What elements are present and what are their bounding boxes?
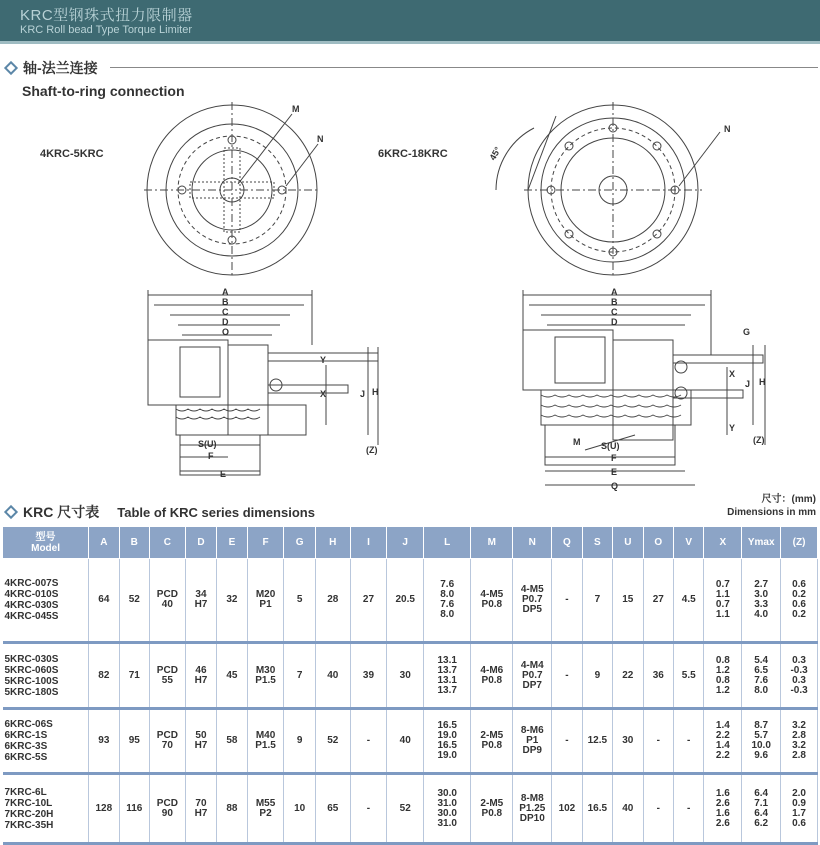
cell-n: 4-M4 P0.7 DP7 <box>513 643 552 709</box>
cell-d: 46 H7 <box>185 643 217 709</box>
dim-e-right: E <box>611 467 618 477</box>
left-model-label: 4KRC-5KRC <box>40 148 104 160</box>
cell-s: 16.5 <box>582 774 612 844</box>
column-header-a: A <box>89 527 119 559</box>
cell-u: 40 <box>613 774 643 844</box>
cell-a: 128 <box>89 774 119 844</box>
callout-n-right: N <box>724 124 731 134</box>
cell-q: 102 <box>552 774 582 844</box>
cell-q: - <box>552 559 582 643</box>
dim-d-right: D <box>611 317 618 327</box>
cell-c: PCD 90 <box>150 774 186 844</box>
right-front-view-drawing <box>480 100 740 290</box>
cell-l: 7.6 8.0 7.6 8.0 <box>424 559 471 643</box>
cell-s: 12.5 <box>582 709 612 774</box>
cell-m: 2-M5 P0.8 <box>471 709 513 774</box>
cell-g: 7 <box>284 643 316 709</box>
cell-x: 0.7 1.1 0.7 1.1 <box>704 559 742 643</box>
diamond-bullet-icon <box>4 505 18 519</box>
column-header-e: E <box>217 527 247 559</box>
column-header-i: I <box>350 527 387 559</box>
cell-d: 34 H7 <box>185 559 217 643</box>
dim-j-left: J <box>360 389 366 399</box>
diamond-bullet-icon <box>4 61 18 75</box>
cell-n: 8-M8 P1.25 DP10 <box>513 774 552 844</box>
cell-ymax: 5.4 6.5 7.6 8.0 <box>742 643 781 709</box>
cell-v: - <box>674 709 704 774</box>
cell-l: 13.1 13.7 13.1 13.7 <box>424 643 471 709</box>
cell-e: 32 <box>217 559 247 643</box>
dim-s-right: S(U) <box>601 441 620 451</box>
cell-c: PCD 55 <box>150 643 186 709</box>
header-title-en: KRC Roll bead Type Torque Limiter <box>20 24 193 36</box>
section1-subtitle: Shaft-to-ring connection <box>22 83 185 99</box>
cell-e: 58 <box>217 709 247 774</box>
column-header-l: L <box>424 527 471 559</box>
dim-g-right: G <box>743 327 751 337</box>
column-header-x: X <box>704 527 742 559</box>
cell-c: PCD 40 <box>150 559 186 643</box>
dim-e-left: E <box>220 469 227 479</box>
cell-x: 1.4 2.2 1.4 2.2 <box>704 709 742 774</box>
cell-z: 0.3 -0.3 0.3 -0.3 <box>781 643 818 709</box>
cell-s: 9 <box>582 643 612 709</box>
cell-q: - <box>552 643 582 709</box>
units-cn: 尺寸：(mm) <box>761 494 816 505</box>
cell-q: - <box>552 709 582 774</box>
cell-b: 116 <box>119 774 149 844</box>
cell-z: 2.0 0.9 1.7 0.6 <box>781 774 818 844</box>
dim-x-right: X <box>729 369 736 379</box>
dim-b-right: B <box>611 297 618 307</box>
cell-model: 6KRC-06S 6KRC-1S 6KRC-3S 6KRC-5S <box>3 709 89 774</box>
cell-a: 82 <box>89 643 119 709</box>
right-section-view-drawing <box>515 285 785 500</box>
header-title-cn: KRC型钢珠式扭力限制器 <box>20 7 193 24</box>
dimensions-table <box>2 526 818 845</box>
cell-m: 4-M6 P0.8 <box>471 643 513 709</box>
cell-b: 95 <box>119 709 149 774</box>
dim-h-left: H <box>372 387 379 397</box>
column-header-j: J <box>387 527 424 559</box>
table-row <box>3 559 818 643</box>
cell-j: 52 <box>387 774 424 844</box>
cell-m: 4-M5 P0.8 <box>471 559 513 643</box>
cell-z: 0.6 0.2 0.6 0.2 <box>781 559 818 643</box>
section1-heading <box>6 58 98 78</box>
cell-d: 70 H7 <box>185 774 217 844</box>
column-header-f: F <box>247 527 284 559</box>
left-section-view-drawing <box>140 285 390 490</box>
cell-l: 16.5 19.0 16.5 19.0 <box>424 709 471 774</box>
cell-f: M20 P1 <box>247 559 284 643</box>
table-row <box>3 774 818 844</box>
cell-v: 4.5 <box>674 559 704 643</box>
cell-v: - <box>674 774 704 844</box>
dim-s-left: S(U) <box>198 439 217 449</box>
section2-title-en: Table of KRC series dimensions <box>117 504 315 520</box>
dim-x-left: X <box>320 389 327 399</box>
cell-s: 7 <box>582 559 612 643</box>
cell-model: 4KRC-007S 4KRC-010S 4KRC-030S 4KRC-045S <box>3 559 89 643</box>
cell-o: 36 <box>643 643 673 709</box>
table-row <box>3 643 818 709</box>
cell-b: 71 <box>119 643 149 709</box>
column-header-z: (Z) <box>781 527 818 559</box>
cell-b: 52 <box>119 559 149 643</box>
cell-model: 5KRC-030S 5KRC-060S 5KRC-100S 5KRC-180S <box>3 643 89 709</box>
header-bar <box>0 0 820 44</box>
dim-z-left: (Z) <box>366 445 378 455</box>
column-header-d: D <box>185 527 217 559</box>
cell-g: 5 <box>284 559 316 643</box>
dim-h-right: H <box>759 377 766 387</box>
units-note <box>727 493 816 519</box>
cell-h: 52 <box>315 709 350 774</box>
callout-m-right: M <box>573 437 581 447</box>
dim-a-left: A <box>222 287 229 297</box>
column-header-n: N <box>513 527 552 559</box>
dim-b-left: B <box>222 297 229 307</box>
cell-ymax: 6.4 7.1 6.4 6.2 <box>742 774 781 844</box>
column-header-u: U <box>613 527 643 559</box>
dim-j-right: J <box>745 379 751 389</box>
column-header-m: M <box>471 527 513 559</box>
cell-x: 1.6 2.6 1.6 2.6 <box>704 774 742 844</box>
dim-d-left: D <box>222 317 229 327</box>
cell-g: 10 <box>284 774 316 844</box>
cell-d: 50 H7 <box>185 709 217 774</box>
dim-c-left: C <box>222 307 229 317</box>
table-header-row <box>3 527 818 559</box>
cell-l: 30.0 31.0 30.0 31.0 <box>424 774 471 844</box>
cell-i: - <box>350 709 387 774</box>
column-header-v: V <box>674 527 704 559</box>
left-front-view-drawing <box>140 100 340 290</box>
section1-title: 轴-法兰连接 <box>23 60 98 76</box>
cell-u: 15 <box>613 559 643 643</box>
cell-u: 22 <box>613 643 643 709</box>
column-header-b: B <box>119 527 149 559</box>
cell-o: - <box>643 774 673 844</box>
cell-f: M55 P2 <box>247 774 284 844</box>
cell-a: 93 <box>89 709 119 774</box>
dim-y-right: Y <box>729 423 736 433</box>
callout-n: N <box>317 134 324 144</box>
cell-z: 3.2 2.8 3.2 2.8 <box>781 709 818 774</box>
cell-e: 45 <box>217 643 247 709</box>
cell-ymax: 2.7 3.0 3.3 4.0 <box>742 559 781 643</box>
cell-j: 40 <box>387 709 424 774</box>
dim-a-right: A <box>611 287 618 297</box>
section2-title: KRC 尺寸表 <box>23 504 100 520</box>
cell-j: 30 <box>387 643 424 709</box>
column-header-s: S <box>582 527 612 559</box>
column-header-c: C <box>150 527 186 559</box>
cell-n: 4-M5 P0.7 DP5 <box>513 559 552 643</box>
column-header-model: 型号 Model <box>3 527 89 559</box>
units-en: Dimensions in mm <box>727 507 816 518</box>
cell-i: - <box>350 774 387 844</box>
column-header-g: G <box>284 527 316 559</box>
dim-c-right: C <box>611 307 618 317</box>
dim-z-right: (Z) <box>753 435 765 445</box>
cell-u: 30 <box>613 709 643 774</box>
cell-v: 5.5 <box>674 643 704 709</box>
cell-n: 8-M6 P1 DP9 <box>513 709 552 774</box>
column-header-h: H <box>315 527 350 559</box>
callout-m: M <box>292 104 300 114</box>
cell-j: 20.5 <box>387 559 424 643</box>
column-header-q: Q <box>552 527 582 559</box>
section1-divider <box>110 67 818 68</box>
column-header-ymax: Ymax <box>742 527 781 559</box>
section2-heading <box>6 502 315 522</box>
cell-i: 27 <box>350 559 387 643</box>
cell-h: 65 <box>315 774 350 844</box>
dim-f-right: F <box>611 453 617 463</box>
cell-a: 64 <box>89 559 119 643</box>
cell-o: - <box>643 709 673 774</box>
cell-f: M40 P1.5 <box>247 709 284 774</box>
cell-g: 9 <box>284 709 316 774</box>
cell-e: 88 <box>217 774 247 844</box>
table-body <box>3 559 818 844</box>
dim-y-left: Y <box>320 355 327 365</box>
column-header-o: O <box>643 527 673 559</box>
angle-label: 45° <box>487 145 503 162</box>
cell-m: 2-M5 P0.8 <box>471 774 513 844</box>
cell-c: PCD 70 <box>150 709 186 774</box>
table-row <box>3 709 818 774</box>
cell-x: 0.8 1.2 0.8 1.2 <box>704 643 742 709</box>
cell-o: 27 <box>643 559 673 643</box>
cell-f: M30 P1.5 <box>247 643 284 709</box>
dim-f-left: F <box>208 451 214 461</box>
right-model-label: 6KRC-18KRC <box>378 148 448 160</box>
cell-h: 28 <box>315 559 350 643</box>
cell-i: 39 <box>350 643 387 709</box>
cell-model: 7KRC-6L 7KRC-10L 7KRC-20H 7KRC-35H <box>3 774 89 844</box>
cell-h: 40 <box>315 643 350 709</box>
dim-q-right: Q <box>611 481 619 491</box>
dim-o-left: O <box>222 327 230 337</box>
cell-ymax: 8.7 5.7 10.0 9.6 <box>742 709 781 774</box>
